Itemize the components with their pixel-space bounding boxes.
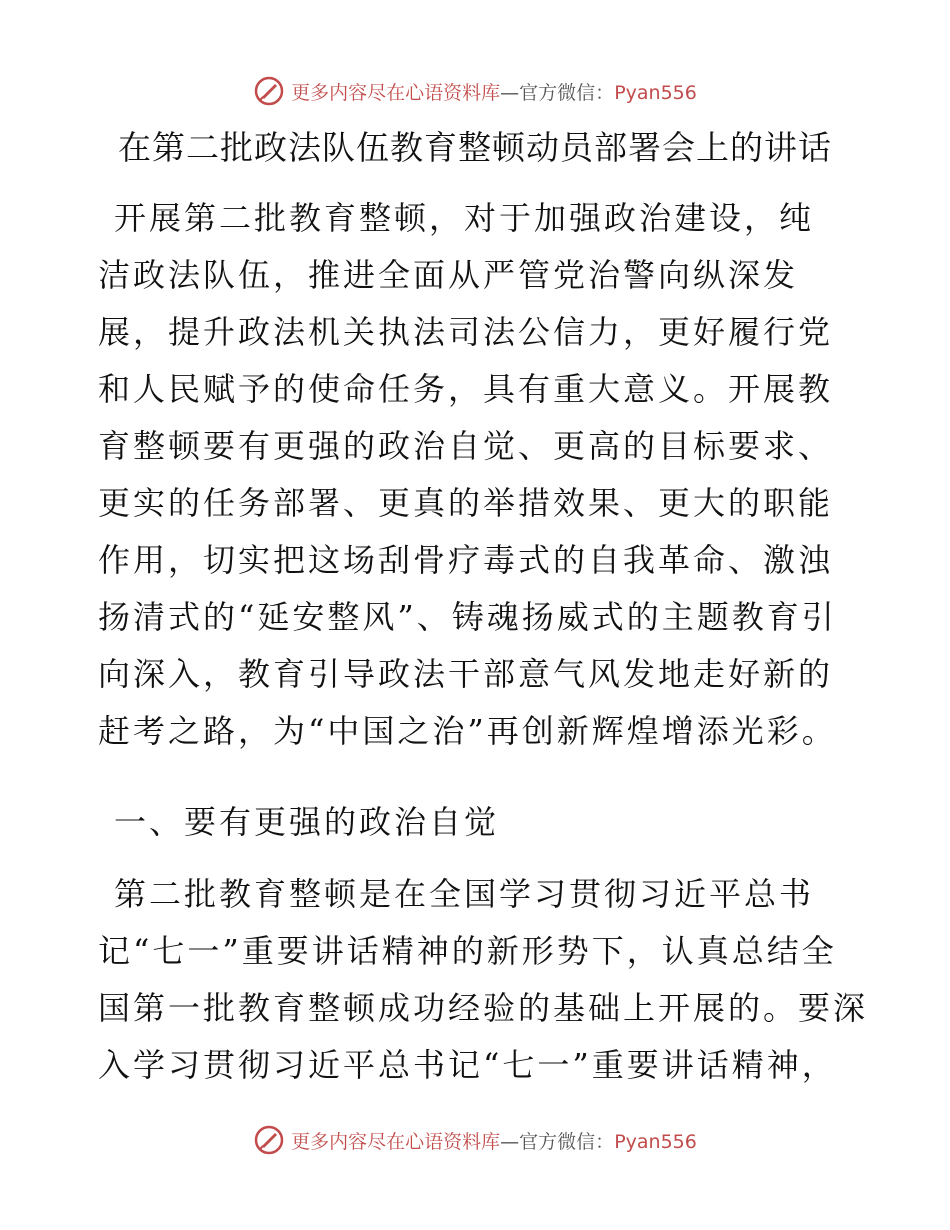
watermark-label: —官方微信： (500, 1130, 615, 1153)
watermark-header (0, 71, 950, 111)
quill-logo-icon (253, 1124, 285, 1156)
watermark-brand: 更多内容尽在心语资料库 (291, 81, 501, 104)
section-heading-1: 一、要有更强的政治自觉 (114, 803, 500, 841)
watermark-footer (0, 1120, 950, 1160)
watermark-wechat-id: Pyan556 (614, 81, 697, 104)
watermark-text (291, 78, 697, 105)
watermark-wechat-id: Pyan556 (614, 1130, 697, 1153)
watermark-text (291, 1127, 697, 1154)
document-title: 在第二批政法队伍教育整顿动员部署会上的讲话 (118, 128, 832, 167)
paragraph-intro: 开展第二批教育整顿，对于加强政治建设，纯洁政法队伍，推进全面从严管党治警向纵深发展，提升政法机关执法司法公信力，更好履行党和人民赋予的使命任务，具有重大意义。开展教育整顿要有更强的政治自觉、更高的目标要求、更实的任务部署、更真的举措效果、更大的职能作用，切实把这场刮骨疗毒式的自我革命、激浊扬清式的“延安整风”、铸魂扬威式的主题教育引向深入，教育引导政法干部意气风发地走好新的赶考之路，为“中国之治”再创新辉煌增添光彩。 (98, 199, 837, 750)
watermark-label: —官方微信： (500, 81, 615, 104)
paragraph-line: 入学习贯彻习近平总书记“七一”重要讲话精神， (98, 1046, 837, 1084)
quill-logo-icon (253, 75, 285, 107)
watermark-brand: 更多内容尽在心语资料库 (291, 1130, 501, 1153)
paragraph-line: 国第一批教育整顿成功经验的基础上开展的。要深 (98, 989, 869, 1027)
paragraph-line: 记“七一”重要讲话精神的新形势下，认真总结全 (98, 932, 837, 970)
paragraph-section-1 (98, 866, 869, 1094)
paragraph-line: 第二批教育整顿是在全国学习贯彻习近平总书 (114, 875, 815, 913)
